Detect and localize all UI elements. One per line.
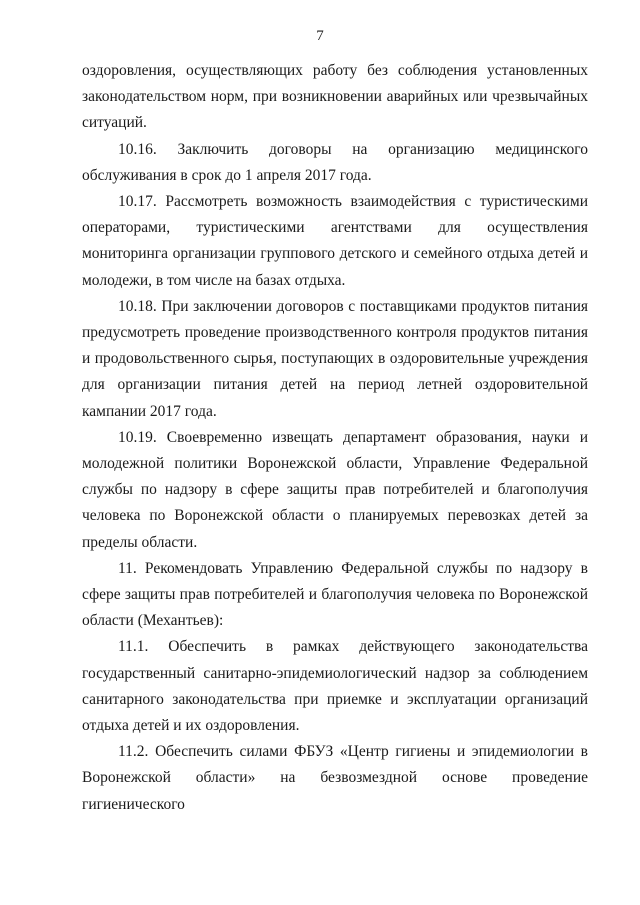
paragraph-11-1: 11.1. Обеспечить в рамках действующего законодательства государственный санитарно-эпидемиологический надзор за соблюдением санитарного законодательства при приемке и эксплуатации организаций отдыха детей и их оздоровления. bbox=[82, 638, 588, 735]
paragraph-11-2: 11.2. Обеспечить силами ФБУЗ «Центр гигиены и эпидемиологии в Воронежской области» на безвозмездной основе проведение гигиенического bbox=[82, 743, 588, 813]
paragraph-continuation: оздоровления, осуществляющих работу без соблюдения установленных законодательством норм, при возникновении аварийных или чрезвычайных ситуаций. bbox=[82, 62, 588, 132]
paragraph-10-19: 10.19. Своевременно извещать департамент образования, науки и молодежной политики Воронежской области, Управление Федеральной службы по надзору в сфере защиты прав потребителей и благополучия человека по Воронежской области о планируемых перевозках детей за пределы области. bbox=[82, 428, 588, 551]
paragraph-10-17: 10.17. Рассмотреть возможность взаимодействия с туристическими операторами, туристическими агентствами для осуществления мониторинга организации группового детского и семейного отдыха детей и молодежи, в том числе на базах отдыха. bbox=[82, 193, 588, 289]
paragraph-10-18: 10.18. При заключении договоров с поставщиками продуктов питания предусмотреть проведение производственного контроля продуктов питания и продовольственного сырья, поступающих в оздоровительные учреждения для организации питания детей на период летней оздоровительной кампании 2017 года. bbox=[82, 297, 588, 420]
body-text bbox=[82, 58, 588, 818]
paragraph-11: 11. Рекомендовать Управлению Федеральной службы по надзору в сфере защиты прав потребителей и благополучия человека по Воронежской области (Механтьев): bbox=[82, 559, 588, 630]
page-number: 7 bbox=[316, 28, 324, 44]
paragraph-10-16: 10.16. Заключить договоры на организацию медицинского обслуживания в срок до 1 апреля 2017 года. bbox=[82, 140, 588, 184]
